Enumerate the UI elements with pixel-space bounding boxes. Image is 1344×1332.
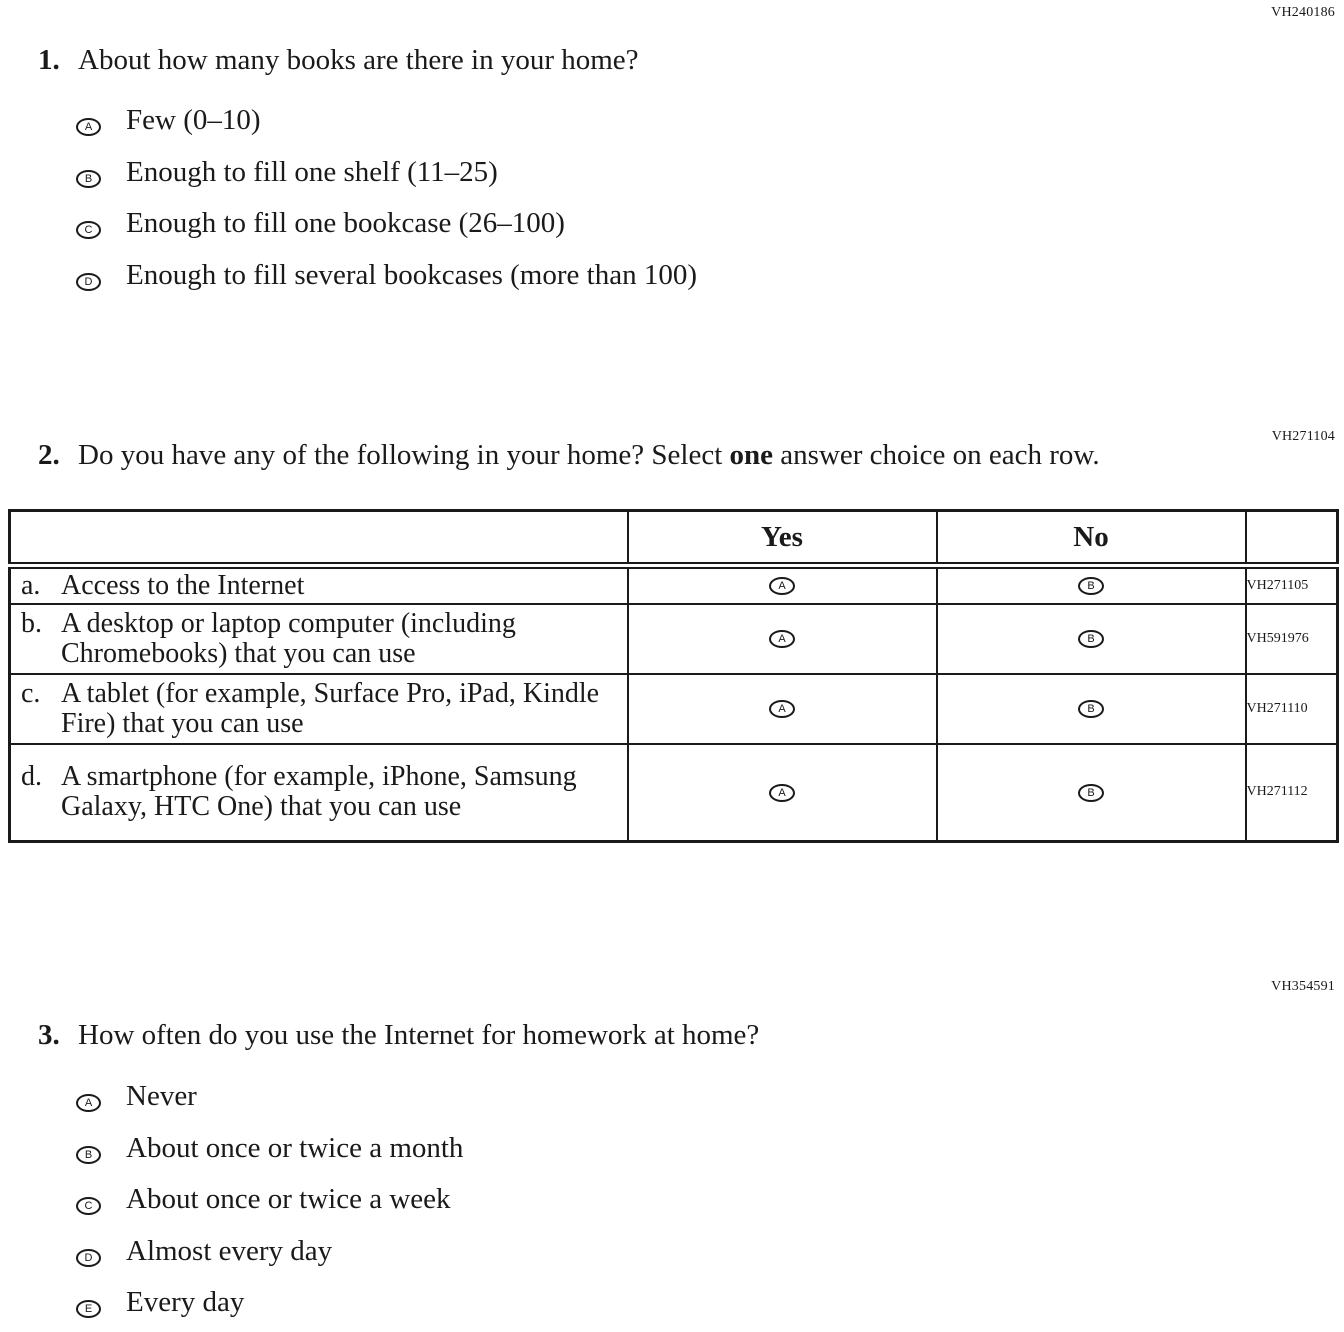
- row-b-label: [10, 604, 628, 674]
- question-2-text-after: answer choice on each row.: [773, 439, 1100, 471]
- question-1-number: 1.: [38, 44, 60, 76]
- row-a-code: VH271105: [1246, 566, 1338, 604]
- question-3-text: How often do you use the Internet for homework at home?: [78, 1019, 760, 1051]
- table-row: [10, 566, 1338, 604]
- table-row: [10, 744, 1338, 842]
- row-d-text: A smartphone (for example, iPhone, Samsung Galaxy, HTC One) that you can use: [61, 761, 577, 823]
- question-2-code: VH271104: [1271, 429, 1335, 444]
- header-blank: [10, 511, 628, 566]
- row-c-label: [10, 674, 628, 744]
- row-b-text: A desktop or laptop computer (including Chromebooks) that you can use: [61, 607, 516, 669]
- question-2: [38, 439, 1100, 472]
- q3-bubble-c[interactable]: C: [76, 1197, 101, 1215]
- q1-option-c-text: Enough to fill one bookcase (26–100): [126, 207, 565, 239]
- q1-bubble-c[interactable]: C: [76, 221, 101, 239]
- row-a-label: [10, 566, 628, 604]
- row-d-letter: d.: [21, 761, 42, 793]
- table-header-row: [10, 511, 1338, 566]
- question-1: [38, 44, 639, 77]
- header-yes: Yes: [628, 511, 937, 566]
- row-b-yes-bubble[interactable]: A: [769, 630, 795, 648]
- row-c-yes-cell[interactable]: [628, 674, 937, 744]
- row-c-text: A tablet (for example, Surface Pro, iPad, Kindle Fire) that you can use: [61, 677, 600, 739]
- row-d-no-cell[interactable]: [937, 744, 1246, 842]
- row-c-no-bubble[interactable]: B: [1078, 700, 1104, 718]
- question-1-code: VH240186: [1271, 5, 1335, 20]
- question-2-number: 2.: [38, 439, 60, 471]
- q3-option-d-text: Almost every day: [126, 1235, 333, 1267]
- row-d-yes-cell[interactable]: [628, 744, 937, 842]
- q1-option-d-text: Enough to fill several bookcases (more than 100): [126, 259, 697, 291]
- row-d-no-bubble[interactable]: B: [1078, 784, 1104, 802]
- q3-bubble-b[interactable]: B: [76, 1146, 101, 1164]
- q3-option-a-text: Never: [126, 1080, 197, 1112]
- row-b-yes-cell[interactable]: [628, 604, 937, 674]
- q3-option-c-text: About once or twice a week: [126, 1183, 451, 1215]
- q1-bubble-a[interactable]: A: [76, 118, 101, 136]
- row-b-letter: b.: [21, 607, 42, 639]
- row-a-letter: a.: [21, 569, 41, 601]
- table-row: [10, 674, 1338, 744]
- question-3: [38, 1019, 759, 1052]
- question-2-text-bold: one: [729, 439, 774, 471]
- question-3-number: 3.: [38, 1019, 60, 1051]
- question-1-text: About how many books are there in your home?: [78, 44, 639, 76]
- q3-option-e-text: Every day: [126, 1286, 245, 1318]
- row-c-yes-bubble[interactable]: A: [769, 700, 795, 718]
- header-no: No: [937, 511, 1246, 566]
- question-2-text-before: Do you have any of the following in your home? Select: [78, 439, 730, 471]
- q1-option-b-text: Enough to fill one shelf (11–25): [126, 156, 498, 188]
- row-a-yes-cell[interactable]: [628, 566, 937, 604]
- row-c-letter: c.: [21, 677, 41, 709]
- q1-bubble-d[interactable]: D: [76, 273, 101, 291]
- row-b-code: VH591976: [1246, 604, 1338, 674]
- q3-bubble-d[interactable]: D: [76, 1249, 101, 1267]
- q1-option-a-text: Few (0–10): [126, 104, 261, 136]
- row-a-yes-bubble[interactable]: A: [769, 577, 795, 595]
- row-b-no-bubble[interactable]: B: [1078, 630, 1104, 648]
- row-c-no-cell[interactable]: [937, 674, 1246, 744]
- q3-option-b-text: About once or twice a month: [126, 1132, 464, 1164]
- question-3-code: VH354591: [1271, 979, 1335, 994]
- q3-bubble-e[interactable]: E: [76, 1300, 101, 1318]
- question-2-table: [8, 509, 1339, 843]
- header-code-blank: [1246, 511, 1338, 566]
- row-c-code: VH271110: [1246, 674, 1338, 744]
- row-b-no-cell[interactable]: [937, 604, 1246, 674]
- table-row: [10, 604, 1338, 674]
- row-d-code: VH271112: [1246, 744, 1338, 842]
- row-a-no-bubble[interactable]: B: [1078, 577, 1104, 595]
- row-d-label: [10, 744, 628, 842]
- row-a-text: Access to the Internet: [61, 569, 305, 601]
- row-d-yes-bubble[interactable]: A: [769, 784, 795, 802]
- row-a-no-cell[interactable]: [937, 566, 1246, 604]
- q3-bubble-a[interactable]: A: [76, 1094, 101, 1112]
- q1-bubble-b[interactable]: B: [76, 170, 101, 188]
